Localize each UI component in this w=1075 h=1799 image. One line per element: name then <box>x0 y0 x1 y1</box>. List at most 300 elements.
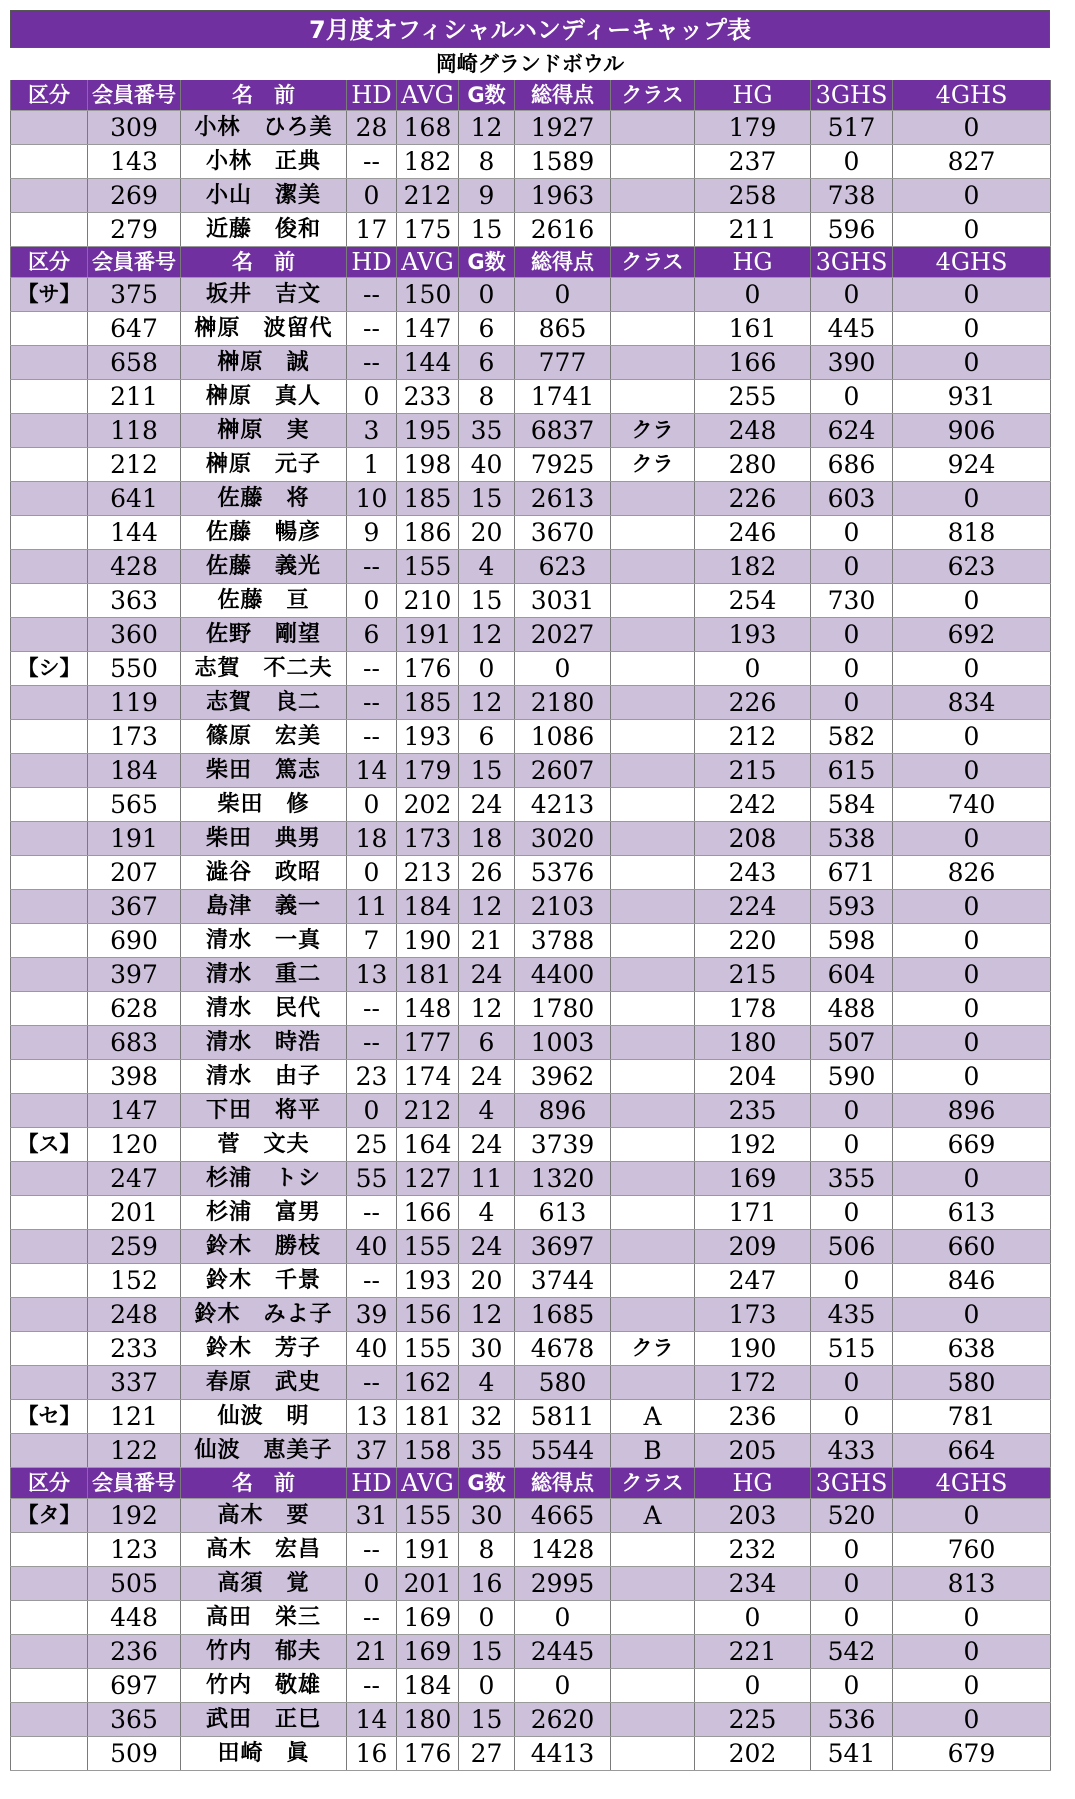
cell-member-no: 123 <box>88 1533 181 1567</box>
cell-games: 27 <box>459 1737 515 1771</box>
cell-section <box>11 1026 88 1060</box>
table-row <box>11 1128 1051 1162</box>
cell-class <box>611 686 695 720</box>
cell-hd: -- <box>347 1669 397 1703</box>
cell-avg: 169 <box>397 1601 459 1635</box>
cell-section <box>11 448 88 482</box>
cell-avg: 212 <box>397 1094 459 1128</box>
table-body <box>11 80 1051 1771</box>
cell-section <box>11 754 88 788</box>
cell-total-score: 1927 <box>515 111 611 145</box>
cell-avg: 158 <box>397 1434 459 1468</box>
cell-4g-high-series: 0 <box>893 312 1051 346</box>
cell-member-no: 233 <box>88 1332 181 1366</box>
cell-4g-high-series: 0 <box>893 1669 1051 1703</box>
cell-avg: 186 <box>397 516 459 550</box>
cell-total-score: 1963 <box>515 179 611 213</box>
cell-class <box>611 788 695 822</box>
cell-hd: 17 <box>347 213 397 247</box>
cell-games: 26 <box>459 856 515 890</box>
cell-3g-high-series: 0 <box>811 380 893 414</box>
cell-name: 榊原 元子 <box>181 448 347 482</box>
cell-games: 15 <box>459 213 515 247</box>
cell-games: 11 <box>459 1162 515 1196</box>
cell-hd: 40 <box>347 1230 397 1264</box>
handicap-sheet <box>10 10 1050 1771</box>
cell-3g-high-series: 0 <box>811 652 893 686</box>
cell-class <box>611 1230 695 1264</box>
table-row <box>11 720 1051 754</box>
cell-member-no: 658 <box>88 346 181 380</box>
handicap-table <box>10 80 1051 1771</box>
cell-section <box>11 1703 88 1737</box>
cell-hd: -- <box>347 1264 397 1298</box>
cell-class <box>611 482 695 516</box>
cell-name: 田崎 眞 <box>181 1737 347 1771</box>
cell-avg: 195 <box>397 414 459 448</box>
cell-hd: -- <box>347 1601 397 1635</box>
cell-3g-high-series: 624 <box>811 414 893 448</box>
cell-hd: 14 <box>347 754 397 788</box>
cell-3g-high-series: 0 <box>811 1128 893 1162</box>
cell-4g-high-series: 0 <box>893 958 1051 992</box>
cell-high-game: 171 <box>695 1196 811 1230</box>
cell-avg: 185 <box>397 482 459 516</box>
column-header-games: G数 <box>459 247 515 278</box>
table-row <box>11 448 1051 482</box>
cell-3g-high-series: 0 <box>811 1533 893 1567</box>
cell-avg: 184 <box>397 890 459 924</box>
cell-total-score: 1428 <box>515 1533 611 1567</box>
column-header-row <box>11 80 1051 111</box>
table-row <box>11 1635 1051 1669</box>
cell-name: 小林 正典 <box>181 145 347 179</box>
cell-class <box>611 856 695 890</box>
cell-member-no: 144 <box>88 516 181 550</box>
cell-member-no: 565 <box>88 788 181 822</box>
cell-high-game: 0 <box>695 652 811 686</box>
cell-name: 杉浦 トシ <box>181 1162 347 1196</box>
table-row <box>11 278 1051 312</box>
cell-3g-high-series: 0 <box>811 1264 893 1298</box>
cell-4g-high-series: 813 <box>893 1567 1051 1601</box>
cell-3g-high-series: 0 <box>811 686 893 720</box>
cell-total-score: 613 <box>515 1196 611 1230</box>
cell-class: A <box>611 1400 695 1434</box>
cell-member-no: 448 <box>88 1601 181 1635</box>
cell-3g-high-series: 0 <box>811 550 893 584</box>
cell-name: 下田 将平 <box>181 1094 347 1128</box>
cell-avg: 174 <box>397 1060 459 1094</box>
cell-member-no: 397 <box>88 958 181 992</box>
cell-hd: 13 <box>347 1400 397 1434</box>
cell-section <box>11 1094 88 1128</box>
cell-4g-high-series: 0 <box>893 482 1051 516</box>
column-header-class: クラス <box>611 1468 695 1499</box>
column-header-member-no: 会員番号 <box>88 247 181 278</box>
cell-hd: -- <box>347 1026 397 1060</box>
cell-section <box>11 822 88 856</box>
cell-avg: 185 <box>397 686 459 720</box>
cell-high-game: 166 <box>695 346 811 380</box>
cell-class <box>611 584 695 618</box>
venue-name: 岡崎グランドボウル <box>435 52 625 76</box>
table-row <box>11 856 1051 890</box>
cell-member-no: 184 <box>88 754 181 788</box>
cell-avg: 181 <box>397 1400 459 1434</box>
cell-4g-high-series: 818 <box>893 516 1051 550</box>
cell-high-game: 190 <box>695 1332 811 1366</box>
cell-hd: -- <box>347 346 397 380</box>
cell-4g-high-series: 0 <box>893 992 1051 1026</box>
cell-avg: 168 <box>397 111 459 145</box>
cell-section <box>11 414 88 448</box>
cell-4g-high-series: 580 <box>893 1366 1051 1400</box>
cell-3g-high-series: 488 <box>811 992 893 1026</box>
cell-high-game: 247 <box>695 1264 811 1298</box>
cell-class: クラ <box>611 448 695 482</box>
cell-member-no: 173 <box>88 720 181 754</box>
cell-high-game: 246 <box>695 516 811 550</box>
cell-name: 榊原 誠 <box>181 346 347 380</box>
cell-section <box>11 924 88 958</box>
cell-games: 35 <box>459 414 515 448</box>
cell-name: 清水 一真 <box>181 924 347 958</box>
cell-avg: 155 <box>397 550 459 584</box>
cell-name: 坂井 吉文 <box>181 278 347 312</box>
column-header-member-no: 会員番号 <box>88 1468 181 1499</box>
column-header-name: 名 前 <box>181 80 347 111</box>
cell-section <box>11 992 88 1026</box>
cell-4g-high-series: 613 <box>893 1196 1051 1230</box>
cell-section <box>11 890 88 924</box>
cell-4g-high-series: 0 <box>893 179 1051 213</box>
cell-4g-high-series: 931 <box>893 380 1051 414</box>
cell-class: A <box>611 1499 695 1533</box>
table-row <box>11 213 1051 247</box>
cell-name: 清水 由子 <box>181 1060 347 1094</box>
cell-hd: 28 <box>347 111 397 145</box>
cell-games: 12 <box>459 992 515 1026</box>
cell-4g-high-series: 906 <box>893 414 1051 448</box>
cell-member-no: 690 <box>88 924 181 958</box>
cell-total-score: 4678 <box>515 1332 611 1366</box>
cell-class <box>611 278 695 312</box>
cell-games: 12 <box>459 890 515 924</box>
cell-name: 仙波 明 <box>181 1400 347 1434</box>
cell-section <box>11 1298 88 1332</box>
cell-class <box>611 618 695 652</box>
cell-hd: -- <box>347 720 397 754</box>
cell-games: 15 <box>459 754 515 788</box>
cell-total-score: 4400 <box>515 958 611 992</box>
cell-4g-high-series: 0 <box>893 278 1051 312</box>
cell-games: 0 <box>459 1601 515 1635</box>
cell-3g-high-series: 507 <box>811 1026 893 1060</box>
cell-total-score: 0 <box>515 1601 611 1635</box>
cell-class <box>611 1196 695 1230</box>
cell-high-game: 212 <box>695 720 811 754</box>
cell-total-score: 896 <box>515 1094 611 1128</box>
cell-section <box>11 482 88 516</box>
cell-4g-high-series: 0 <box>893 1499 1051 1533</box>
table-row <box>11 1533 1051 1567</box>
cell-section: 【タ】 <box>11 1499 88 1533</box>
cell-member-no: 628 <box>88 992 181 1026</box>
cell-name: 柴田 修 <box>181 788 347 822</box>
cell-total-score: 3697 <box>515 1230 611 1264</box>
table-row <box>11 346 1051 380</box>
cell-class <box>611 346 695 380</box>
cell-high-game: 193 <box>695 618 811 652</box>
cell-hd: -- <box>347 1533 397 1567</box>
cell-name: 鈴木 勝枝 <box>181 1230 347 1264</box>
cell-3g-high-series: 582 <box>811 720 893 754</box>
cell-class <box>611 958 695 992</box>
cell-3g-high-series: 593 <box>811 890 893 924</box>
table-row <box>11 1703 1051 1737</box>
cell-4g-high-series: 0 <box>893 213 1051 247</box>
cell-member-no: 269 <box>88 179 181 213</box>
cell-hd: 0 <box>347 856 397 890</box>
cell-hd: 9 <box>347 516 397 550</box>
cell-hd: 0 <box>347 584 397 618</box>
cell-4g-high-series: 924 <box>893 448 1051 482</box>
cell-name: 佐藤 将 <box>181 482 347 516</box>
cell-name: 志賀 不二夫 <box>181 652 347 686</box>
table-row <box>11 1196 1051 1230</box>
cell-4g-high-series: 0 <box>893 1298 1051 1332</box>
cell-high-game: 234 <box>695 1567 811 1601</box>
cell-member-no: 367 <box>88 890 181 924</box>
cell-avg: 193 <box>397 1264 459 1298</box>
cell-games: 12 <box>459 618 515 652</box>
cell-high-game: 215 <box>695 754 811 788</box>
table-row <box>11 516 1051 550</box>
cell-name: 清水 民代 <box>181 992 347 1026</box>
table-row <box>11 890 1051 924</box>
cell-class <box>611 1533 695 1567</box>
cell-total-score: 2613 <box>515 482 611 516</box>
cell-4g-high-series: 0 <box>893 1635 1051 1669</box>
cell-avg: 155 <box>397 1499 459 1533</box>
cell-total-score: 4413 <box>515 1737 611 1771</box>
cell-total-score: 3031 <box>515 584 611 618</box>
cell-total-score: 0 <box>515 652 611 686</box>
cell-avg: 202 <box>397 788 459 822</box>
table-row <box>11 145 1051 179</box>
cell-high-game: 215 <box>695 958 811 992</box>
cell-name: 小林 ひろ美 <box>181 111 347 145</box>
cell-section <box>11 1601 88 1635</box>
cell-4g-high-series: 0 <box>893 652 1051 686</box>
cell-section <box>11 1060 88 1094</box>
cell-high-game: 236 <box>695 1400 811 1434</box>
cell-total-score: 3744 <box>515 1264 611 1298</box>
table-row <box>11 482 1051 516</box>
cell-total-score: 777 <box>515 346 611 380</box>
column-header-high-game: HG <box>695 1468 811 1499</box>
cell-class <box>611 1060 695 1094</box>
cell-hd: 16 <box>347 1737 397 1771</box>
cell-total-score: 3788 <box>515 924 611 958</box>
column-header-hd: HD <box>347 247 397 278</box>
cell-name: 柴田 典男 <box>181 822 347 856</box>
cell-class <box>611 1264 695 1298</box>
cell-class <box>611 1366 695 1400</box>
cell-games: 15 <box>459 1703 515 1737</box>
cell-class: B <box>611 1434 695 1468</box>
cell-3g-high-series: 435 <box>811 1298 893 1332</box>
cell-class <box>611 1128 695 1162</box>
cell-4g-high-series: 896 <box>893 1094 1051 1128</box>
column-header-games: G数 <box>459 1468 515 1499</box>
cell-games: 30 <box>459 1332 515 1366</box>
column-header-row <box>11 247 1051 278</box>
cell-4g-high-series: 0 <box>893 1601 1051 1635</box>
cell-high-game: 255 <box>695 380 811 414</box>
cell-avg: 182 <box>397 145 459 179</box>
cell-4g-high-series: 0 <box>893 1026 1051 1060</box>
cell-high-game: 203 <box>695 1499 811 1533</box>
cell-total-score: 2607 <box>515 754 611 788</box>
cell-total-score: 865 <box>515 312 611 346</box>
cell-3g-high-series: 517 <box>811 111 893 145</box>
cell-total-score: 1685 <box>515 1298 611 1332</box>
cell-total-score: 1780 <box>515 992 611 1026</box>
cell-avg: 180 <box>397 1703 459 1737</box>
cell-total-score: 3020 <box>515 822 611 856</box>
column-header-hd: HD <box>347 1468 397 1499</box>
cell-member-no: 647 <box>88 312 181 346</box>
cell-3g-high-series: 0 <box>811 1366 893 1400</box>
cell-4g-high-series: 0 <box>893 1060 1051 1094</box>
cell-4g-high-series: 692 <box>893 618 1051 652</box>
cell-section <box>11 312 88 346</box>
cell-hd: 31 <box>347 1499 397 1533</box>
cell-name: 仙波 恵美子 <box>181 1434 347 1468</box>
column-header-member-no: 会員番号 <box>88 80 181 111</box>
cell-avg: 156 <box>397 1298 459 1332</box>
cell-3g-high-series: 520 <box>811 1499 893 1533</box>
cell-hd: 37 <box>347 1434 397 1468</box>
cell-name: 澁谷 政昭 <box>181 856 347 890</box>
cell-member-no: 152 <box>88 1264 181 1298</box>
cell-avg: 191 <box>397 1533 459 1567</box>
cell-total-score: 1320 <box>515 1162 611 1196</box>
column-header-avg: AVG <box>397 247 459 278</box>
cell-hd: 10 <box>347 482 397 516</box>
cell-3g-high-series: 433 <box>811 1434 893 1468</box>
column-header-4g-high-series: 4GHS <box>893 1468 1051 1499</box>
column-header-total-score: 総得点 <box>515 247 611 278</box>
cell-games: 6 <box>459 720 515 754</box>
cell-3g-high-series: 506 <box>811 1230 893 1264</box>
table-row <box>11 179 1051 213</box>
cell-3g-high-series: 515 <box>811 1332 893 1366</box>
cell-games: 8 <box>459 1533 515 1567</box>
cell-games: 15 <box>459 482 515 516</box>
cell-class <box>611 312 695 346</box>
cell-member-no: 697 <box>88 1669 181 1703</box>
cell-section <box>11 686 88 720</box>
cell-hd: -- <box>347 652 397 686</box>
cell-member-no: 363 <box>88 584 181 618</box>
cell-4g-high-series: 781 <box>893 1400 1051 1434</box>
cell-class <box>611 924 695 958</box>
cell-games: 4 <box>459 550 515 584</box>
cell-high-game: 221 <box>695 1635 811 1669</box>
cell-member-no: 337 <box>88 1366 181 1400</box>
cell-3g-high-series: 0 <box>811 1601 893 1635</box>
cell-class <box>611 890 695 924</box>
cell-hd: -- <box>347 1196 397 1230</box>
cell-name: 鈴木 千景 <box>181 1264 347 1298</box>
cell-class <box>611 1298 695 1332</box>
cell-4g-high-series: 669 <box>893 1128 1051 1162</box>
cell-hd: 18 <box>347 822 397 856</box>
cell-hd: 21 <box>347 1635 397 1669</box>
cell-class <box>611 1669 695 1703</box>
cell-avg: 190 <box>397 924 459 958</box>
cell-3g-high-series: 0 <box>811 278 893 312</box>
table-row <box>11 1737 1051 1771</box>
cell-high-game: 232 <box>695 1533 811 1567</box>
cell-class <box>611 822 695 856</box>
cell-high-game: 220 <box>695 924 811 958</box>
cell-section <box>11 111 88 145</box>
column-header-name: 名 前 <box>181 247 347 278</box>
cell-section <box>11 1162 88 1196</box>
cell-hd: 3 <box>347 414 397 448</box>
cell-3g-high-series: 541 <box>811 1737 893 1771</box>
cell-4g-high-series: 638 <box>893 1332 1051 1366</box>
cell-total-score: 4213 <box>515 788 611 822</box>
column-header-section: 区分 <box>11 1468 88 1499</box>
cell-class <box>611 1601 695 1635</box>
cell-avg: 169 <box>397 1635 459 1669</box>
cell-hd: -- <box>347 1366 397 1400</box>
table-row <box>11 584 1051 618</box>
table-row <box>11 1094 1051 1128</box>
cell-member-no: 143 <box>88 145 181 179</box>
cell-member-no: 375 <box>88 278 181 312</box>
cell-member-no: 509 <box>88 1737 181 1771</box>
cell-class <box>611 380 695 414</box>
table-row <box>11 1162 1051 1196</box>
cell-total-score: 0 <box>515 278 611 312</box>
cell-avg: 155 <box>397 1230 459 1264</box>
cell-games: 15 <box>459 584 515 618</box>
cell-4g-high-series: 0 <box>893 822 1051 856</box>
cell-section <box>11 1332 88 1366</box>
table-row <box>11 924 1051 958</box>
cell-high-game: 226 <box>695 686 811 720</box>
cell-high-game: 182 <box>695 550 811 584</box>
cell-avg: 164 <box>397 1128 459 1162</box>
cell-games: 8 <box>459 145 515 179</box>
cell-name: 武田 正巳 <box>181 1703 347 1737</box>
cell-3g-high-series: 390 <box>811 346 893 380</box>
column-header-section: 区分 <box>11 80 88 111</box>
cell-3g-high-series: 0 <box>811 145 893 179</box>
cell-hd: 14 <box>347 1703 397 1737</box>
cell-member-no: 207 <box>88 856 181 890</box>
cell-games: 16 <box>459 1567 515 1601</box>
cell-hd: 39 <box>347 1298 397 1332</box>
cell-3g-high-series: 603 <box>811 482 893 516</box>
cell-high-game: 169 <box>695 1162 811 1196</box>
